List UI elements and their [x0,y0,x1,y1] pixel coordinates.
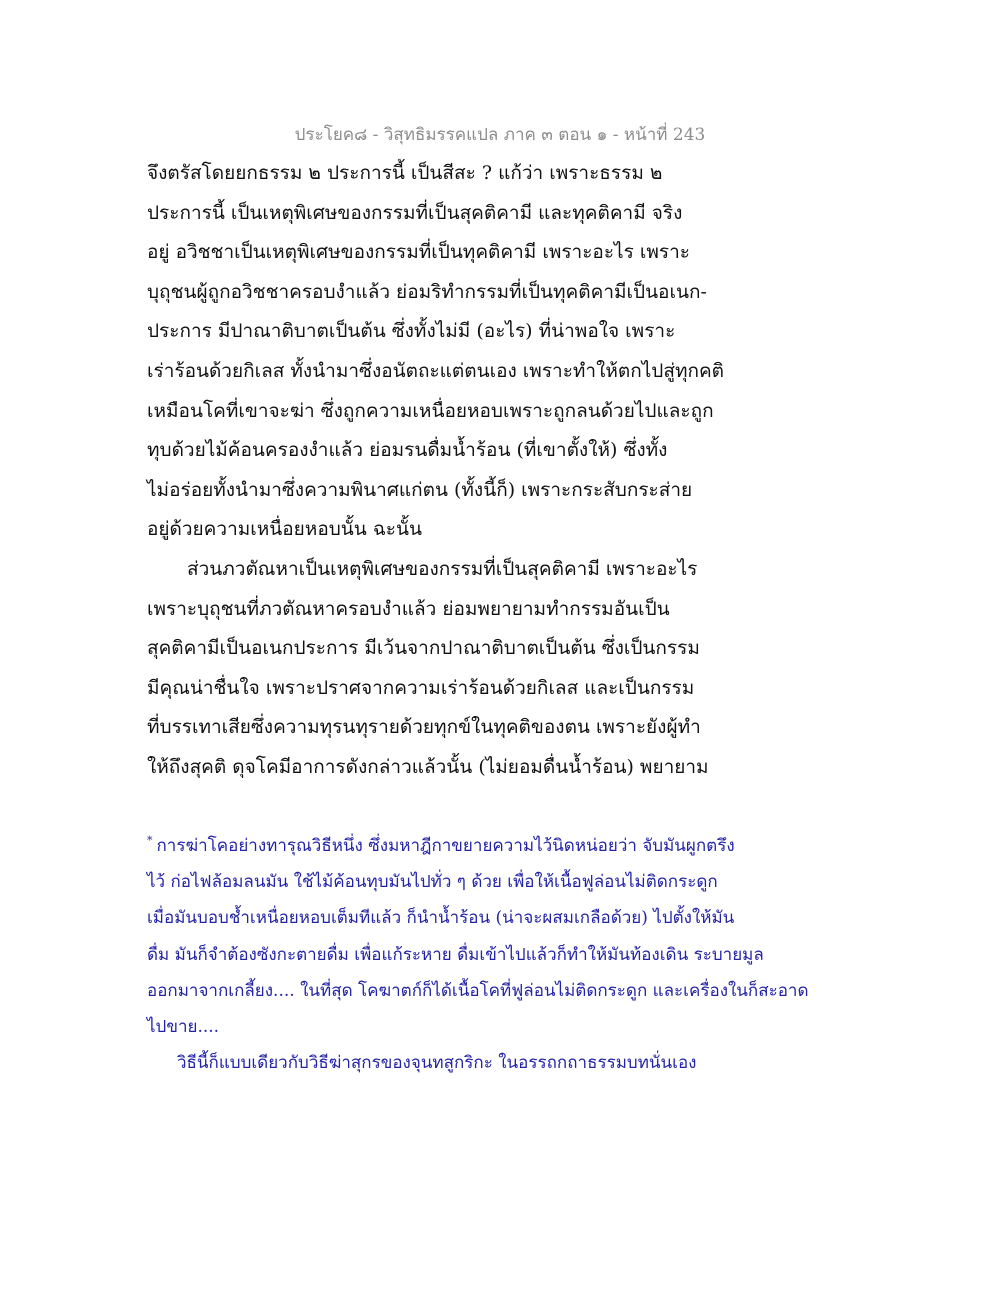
body-line: อยู่ อวิชชาเป็นเหตุพิเศษของกรรมที่เป็นทุคติคามี เพราะอะไร เพราะ [147,241,690,264]
body-line: อยู่ด้วยความเหนื่อยหอบนั้น ฉะนั้น [147,518,422,541]
body-line: มีคุณน่าชื่นใจ เพราะปราศจากความเร่าร้อนด้วยกิเลส และเป็นกรรม [147,676,695,699]
page-header: ประโยค๘ - วิสุทธิมรรคแปล ภาค ๓ ตอน ๑ - หน้าที่ 243 [294,125,706,145]
body-line: เหมือนโคที่เขาจะฆ่า ซึ่งถูกความเหนื่อยหอบเพราะถูกลนด้วยไปและถูก [147,399,714,422]
footnote-paragraph-start: วิธีนี้ก็แบบเดียวกับวิธีฆ่าสุกรของจุนทสูกริกะ ในอรรถกถาธรรมบทนั่นเอง [177,1053,697,1074]
body-line: เพราะบุถุชนที่ภวตัณหาครอบงำแล้ว ย่อมพยายามทำกรรมอันเป็น [147,597,670,620]
body-line: เร่าร้อนด้วยกิเลส ทั้งนำมาซึ่งอนัตถะแต่ตนเอง เพราะทำให้ตกไปสู่ทุกคติ [147,359,725,382]
body-line: ทุบด้วยไม้ค้อนครองงำแล้ว ย่อมรนดื่มน้ำร้อน (ที่เขาตั้งให้) ซึ่งทั้ง [147,439,668,462]
footnote-line: ไปขาย.... [147,1016,220,1037]
footnote-line: ออกมาจากเกลี้ยง.... ในที่สุด โคฆาตก์ก็ได้เนื้อโคที่ฟูล่อนไม่ติดกระดูก และเครื่องในก็สะอาด [147,980,809,1001]
footnote-line: เมื่อมันบอบช้ำเหนื่อยหอบเต็มทีแล้ว ก็นำน้ำร้อน (น่าจะผสมเกลือด้วย) ไปตั้งให้มัน [147,908,735,929]
footnote-line: ไว้ ก่อไฟล้อมลนมัน ใช้ไม้ค้อนทุบมันไปทั่ว ๆ ด้วย เพื่อให้เนื้อฟูล่อนไม่ติดกระดูก [147,872,718,893]
body-line: ไม่อร่อยทั้งนำมาซึ่งความพินาศแก่ตน (ทั้งนี้ก็) เพราะกระสับกระส่าย [147,478,693,501]
footnote-text: การฆ่าโคอย่างทารุณวิธีหนึ่ง ซึ่งมหาฎีกาขยายความไว้นิดหน่อยว่า จับมันผูกตรึง [156,836,735,856]
footnote-marker: * [147,834,153,848]
body-line: จึงตรัสโดยยกธรรม ๒ ประการนี้ เป็นสีสะ ? แก้ว่า เพราะธรรม ๒ [147,162,663,184]
body-line: ให้ถึงสุคติ ดุจโคมีอาการดังกล่าวแล้วนั้น (ไม่ยอมดื่นน้ำร้อน) พยายาม [147,755,709,778]
footnote-line: ดื่ม มันก็จำต้องซังกะตายดื่ม เพื่อแก้ระหาย ดื่มเข้าไปแล้วก็ทำให้มันท้องเดิน ระบายมูล [147,944,764,965]
footnote-line [147,828,847,864]
body-text [147,154,847,788]
footnote-section [147,828,847,1081]
body-line: ประการนี้ เป็นเหตุพิเศษของกรรมที่เป็นสุคติคามี และทุคติคามี จริง [147,201,683,224]
body-paragraph-start: ส่วนภวตัณหาเป็นเหตุพิเศษของกรรมที่เป็นสุคติคามี เพราะอะไร [187,557,698,580]
body-line: ที่บรรเทาเสียซึ่งความทุรนทุรายด้วยทุกข์ในทุคติของตน เพราะยังผู้ทำ [147,716,701,739]
body-line: ประการ มีปาณาติบาตเป็นต้น ซึ่งทั้งไม่มี (อะไร) ที่น่าพอใจ เพราะ [147,320,676,343]
body-line: สุคติคามีเป็นอเนกประการ มีเว้นจากปาณาติบาตเป็นต้น ซึ่งเป็นกรรม [147,637,700,660]
body-line: บุถุชนผู้ถูกอวิชชาครอบงำแล้ว ย่อมริทำกรรมที่เป็นทุคติคามีเป็นอเนก- [147,280,707,303]
